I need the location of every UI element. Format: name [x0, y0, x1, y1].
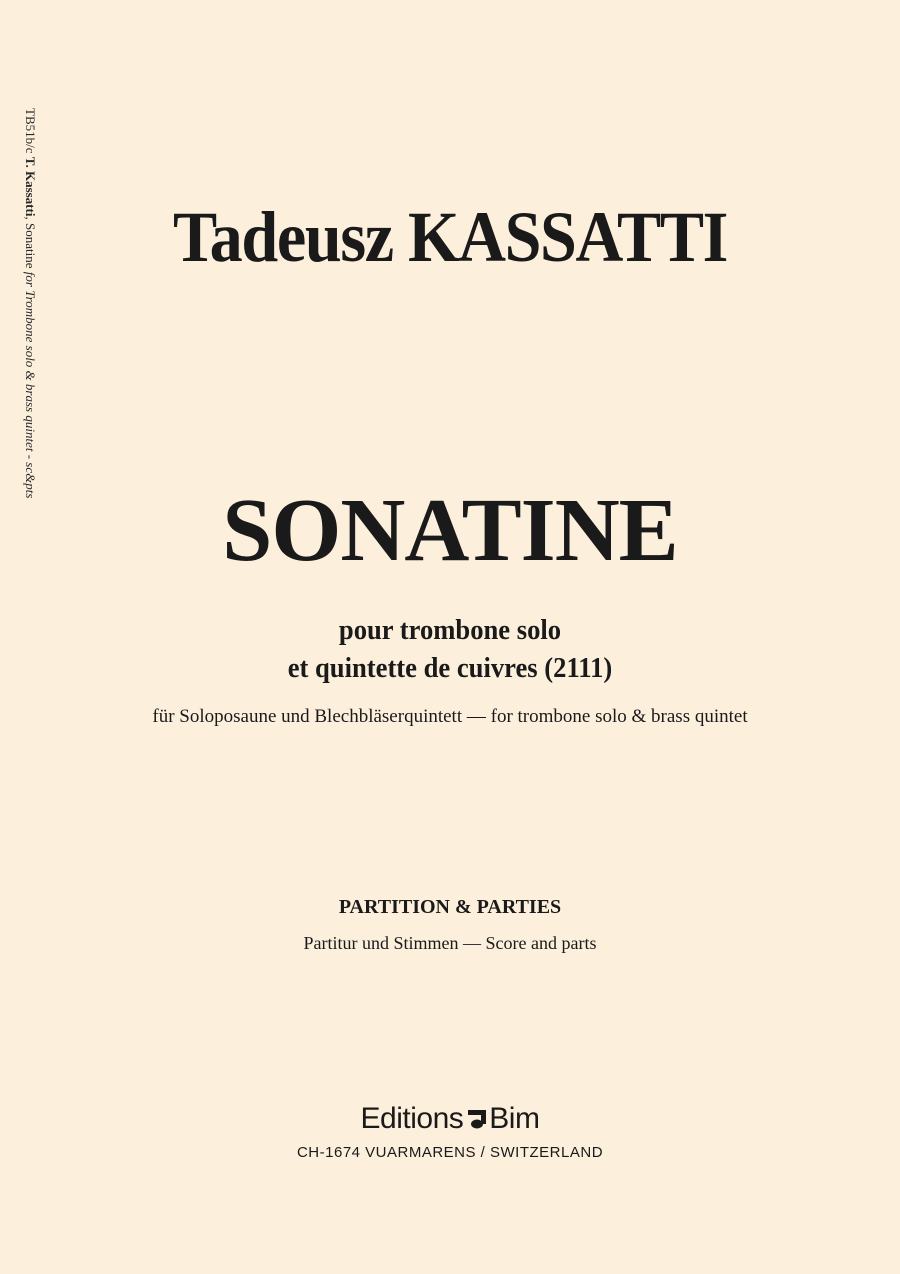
subtitle-french-line-2: et quintette de cuivres (2111): [287, 653, 613, 684]
work-title: SONATINE: [222, 481, 678, 580]
publisher-name-right: Bim: [489, 1102, 540, 1135]
spine-code: TB51b/c: [23, 108, 38, 154]
publisher-logo: [0, 1099, 900, 1139]
composer-name: Tadeusz KASSATTI: [172, 197, 728, 277]
publisher-name-left: Editions: [360, 1102, 464, 1135]
spine-scoring: for Trombone solo & brass quintet - sc&pts: [23, 271, 38, 499]
subtitle-german-english: für Soloposaune und Blechbläserquintett — for trombone solo & brass quintet: [152, 706, 748, 727]
spine-composer: T. Kassatti: [23, 156, 38, 217]
subtitle-french-line-1: pour trombone solo: [338, 615, 562, 646]
edition-subheading: Partitur und Stimmen — Score and parts: [303, 933, 597, 953]
subtitle-french: [23, 612, 878, 688]
publisher-address: CH-1674 VUARMARENS / SWITZERLAND: [296, 1144, 604, 1161]
spine-title: Sonatine: [23, 222, 38, 269]
edition-heading: PARTITION & PARTIES: [338, 896, 562, 918]
spine-text: TB51b/c T. Kassatti, Sonatine for Trombone solo & brass quintet - sc&pts: [23, 108, 38, 499]
note-mark-icon: [466, 1108, 488, 1130]
